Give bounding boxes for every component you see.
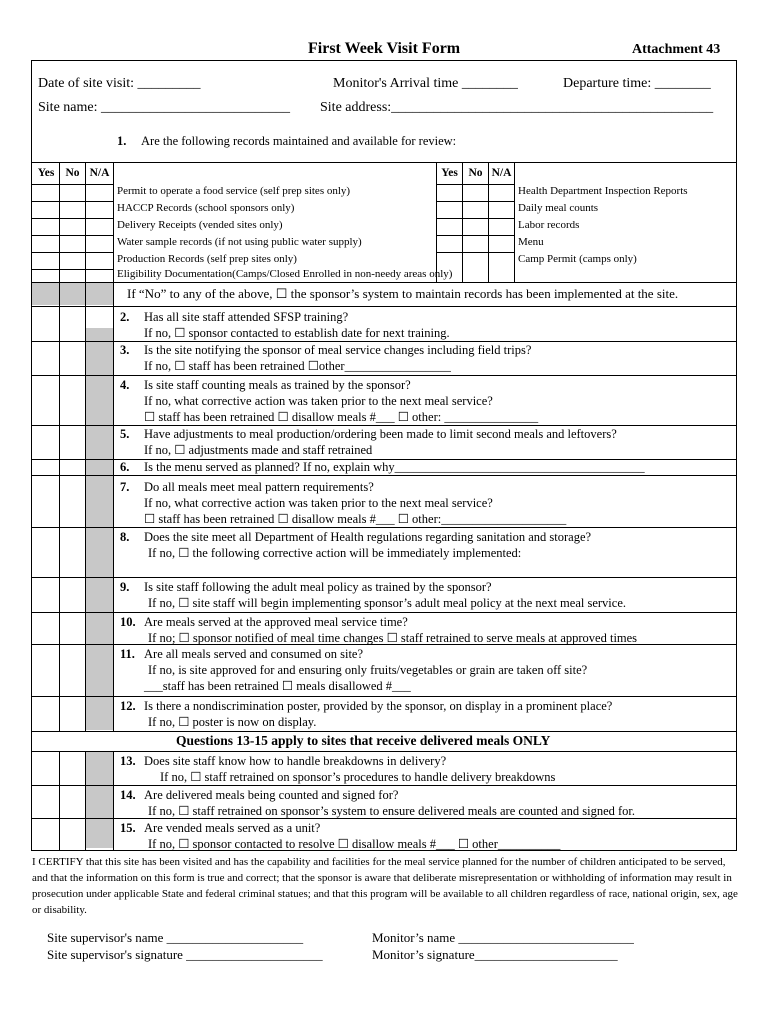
question-2: 2. Has all site staff attended SFSP training? If no, ☐ sponsor contacted to establish date for next training. xyxy=(120,310,450,340)
record-item: Delivery Receipts (vended sites only) xyxy=(117,219,283,231)
certification-statement: I CERTIFY that this site has been visited and has the capability and facilities for the meal service planned for the number of children anticipated to be served, and that the information on this form is true and correct; that the sponsor is aware that deliberate misrepresentation or withholding of information may result in prosecution under applicable State and federal criminal statues; and that this program will be available to all children regardless of race, national origin, sex, age or disability. xyxy=(32,856,738,916)
supervisor-signature-field[interactable]: Site supervisor's signature _____________________ xyxy=(47,947,323,962)
question-11: 11. Are all meals served and consumed on site? If no, is site approved for and ensuring only fruits/vegetables or grain are taken off site? ___staff has been retrained ☐ meals disallowed #___ xyxy=(120,647,588,693)
visit-info-box xyxy=(31,60,737,163)
question-6: 6. Is the menu served as planned? If no, explain why________________________________________ xyxy=(120,460,645,474)
record-item: Eligibility Documentation(Camps/Closed Enrolled in non-needy areas only) xyxy=(117,268,453,280)
no-header-right: No xyxy=(468,167,483,179)
question-8: 8. Does the site meet all Department of Health regulations regarding sanitation and storage? If no, ☐ the following corrective action will be immediately implemented: xyxy=(120,530,592,560)
yes-header-right: Yes xyxy=(441,167,458,179)
record-item: HACCP Records (school sponsors only) xyxy=(117,202,295,214)
monitor-name-field[interactable]: Monitor’s name ___________________________ xyxy=(372,930,634,945)
site-name-field[interactable]: Site name: ___________________________ xyxy=(38,100,290,115)
attachment-label: Attachment 43 xyxy=(632,42,721,57)
date-of-visit-field[interactable]: Date of site visit: _________ xyxy=(38,76,201,91)
supervisor-name-field[interactable]: Site supervisor's name _____________________ xyxy=(47,930,304,945)
question-7: 7. Do all meals meet meal pattern requirements? If no, what corrective action was taken prior to the next meal service? ☐ staff has been retrained ☐ disallow meals #___ ☐ other:____________________ xyxy=(120,480,567,526)
record-item: Daily meal counts xyxy=(518,202,599,214)
record-item: Production Records (self prep sites only) xyxy=(117,253,297,265)
question-10: 10. Are meals served at the approved meal service time? If no; ☐ sponsor notified of meal time changes ☐ staff retrained to serve meals at approved times xyxy=(120,615,638,645)
delivered-meals-section-title: Questions 13-15 apply to sites that receive delivered meals ONLY xyxy=(176,733,551,748)
record-item: Permit to operate a food service (self prep sites only) xyxy=(117,185,351,197)
question-15: 15. Are vended meals served as a unit? If no, ☐ sponsor contacted to resolve ☐ disallow meals #___ ☐ other__________ xyxy=(120,821,561,851)
question-4: 4. Is site staff counting meals as trained by the sponsor? If no, what corrective action was taken prior to the next meal service? ☐ staff has been retrained ☐ disallow meals #___ ☐ other: _______________ xyxy=(120,378,539,424)
form-title: First Week Visit Form xyxy=(308,40,461,57)
na-header-right: N/A xyxy=(491,167,512,179)
record-item: Labor records xyxy=(518,219,580,231)
na-shade-main xyxy=(85,328,113,730)
yes-header: Yes xyxy=(37,167,55,179)
question-1: 1. Are the following records maintained and available for review: xyxy=(117,134,457,148)
record-item: Camp Permit (camps only) xyxy=(518,253,637,265)
q1-followup: If “No” to any of the above, ☐ the sponsor’s system to maintain records has been implemented at the site. xyxy=(127,286,679,301)
arrival-time-field[interactable]: Monitor's Arrival time ________ xyxy=(333,76,518,91)
record-item: Health Department Inspection Reports xyxy=(518,185,688,197)
site-address-field[interactable]: Site address:______________________________________________ xyxy=(320,100,714,115)
question-5: 5. Have adjustments to meal production/ordering been made to limit second meals and leftovers? If no, ☐ adjustments made and staff retrained xyxy=(120,427,617,457)
question-14: 14. Are delivered meals being counted and signed for? If no, ☐ staff retrained on sponsor’s system to ensure delivered meals are counted and signed for. xyxy=(120,788,635,818)
note-shade xyxy=(32,283,113,305)
question-9: 9. Is site staff following the adult meal policy as trained by the sponsor? If no, ☐ site staff will begin implementing sponsor’s adult meal policy at the next meal service. xyxy=(120,580,626,610)
no-header: No xyxy=(65,167,80,179)
question-12: 12. Is there a nondiscrimination poster, provided by the sponsor, on display in a prominent place? If no, ☐ poster is now on display. xyxy=(120,699,613,729)
monitor-signature-field[interactable]: Monitor’s signature______________________ xyxy=(372,947,618,962)
na-header: N/A xyxy=(89,167,110,179)
departure-time-field[interactable]: Departure time: ________ xyxy=(563,76,711,91)
record-item: Water sample records (if not using public water supply) xyxy=(117,236,362,248)
question-3: 3. Is the site notifying the sponsor of meal service changes including field trips? If no, ☐ staff has been retrained ☐other_________________ xyxy=(120,343,532,373)
na-shade-delivered xyxy=(85,752,113,848)
question-13: 13. Does site staff know how to handle breakdowns in delivery? If no, ☐ staff retrained on sponsor’s procedures to handle delivery breakdowns xyxy=(120,754,556,784)
record-item: Menu xyxy=(518,236,544,248)
